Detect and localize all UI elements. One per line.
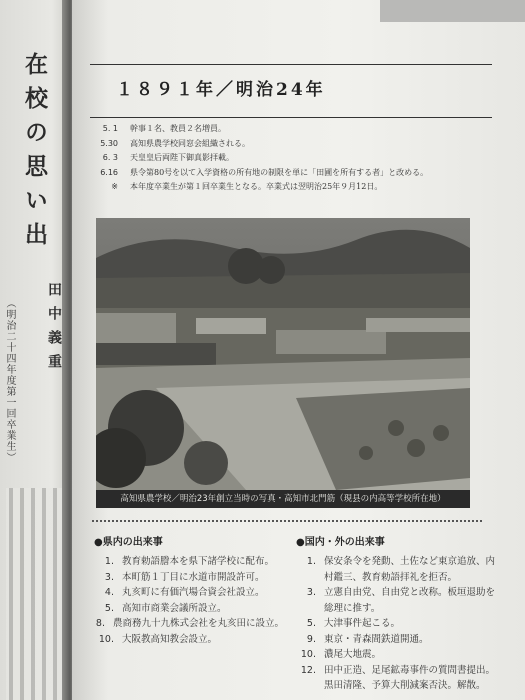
event-text: 本年度卒業生が第１回卒業生となる。卒業式は翌明治25年９月12日。 — [130, 182, 383, 192]
event-row — [96, 122, 496, 137]
event-row — [96, 137, 496, 152]
essay-author: 田中義重 — [46, 282, 62, 378]
event-row — [96, 180, 496, 195]
prefecture-heading: ●県内の出来事 — [94, 537, 163, 548]
prefecture-events — [94, 533, 284, 647]
event-row — [96, 151, 496, 166]
event-date: 6. 3 — [102, 153, 118, 163]
photo-caption: 高知県農学校／明治23年創立当時の写真・高知市北門筋（現县の内高等学校所在地） — [96, 490, 470, 508]
domestic-heading: ●国内・外の出来事 — [296, 537, 385, 548]
essay-title: 在校の思い出 — [21, 52, 48, 256]
essay-subtitle: （明治二十四年度第一回卒業生） — [4, 298, 15, 463]
event-text: 幹事１名、教員２名増員。 — [130, 124, 226, 133]
essay-body-text — [6, 488, 68, 700]
list-item: 12. 田中正造、足尾鉱毒事件の質問書提出。 — [300, 664, 496, 676]
list-item: 5. 大津事件起こる。 — [306, 618, 401, 629]
section-divider — [92, 520, 482, 522]
domestic-events — [296, 533, 496, 694]
list-item-continued: 村鑑三、教育勅語拝礼を拒否。 — [324, 571, 458, 583]
list-item: 3. 本町筋１丁目に水道市開設許可。 — [104, 571, 265, 583]
event-text: 高知県農学校同窓会組織される。 — [130, 138, 250, 148]
year-title: １８９１年／明治24年 — [116, 80, 326, 100]
event-date: 5.30 — [100, 138, 118, 148]
year-header — [90, 64, 492, 118]
event-date: ※ — [111, 182, 118, 192]
photo-illustration — [96, 218, 470, 490]
list-item: 1. 教育勅語謄本を県下諸学校に配布。 — [104, 556, 275, 567]
event-text: 県令第80号を以て入学資格の所有地の制限を単に「田圃を所有する者」と改める。 — [130, 167, 429, 177]
list-item: 3. 立憲自由党、自由党と改称。板垣退助を — [306, 587, 496, 598]
event-date: 6.16 — [100, 167, 118, 177]
school-photo — [96, 218, 470, 490]
list-item: 5. 高知市商業会議所設立。 — [104, 602, 227, 614]
event-date: 5. 1 — [102, 124, 118, 133]
event-row — [96, 166, 496, 181]
list-item: 8. 農商務九十九株式会社を丸亥田に設立。 — [95, 618, 284, 629]
background-top — [380, 0, 525, 22]
list-item: 4. 丸亥町に有価汽場合資会社設立。 — [104, 587, 265, 598]
list-item-continued: 総理に推す。 — [324, 602, 381, 614]
list-item: 1. 保安条令を発動、土佐など東京追放、内 — [306, 556, 496, 567]
list-item: 10. 濃尾大地震。 — [300, 649, 382, 660]
list-item: 10. 大阪教高知教会設立。 — [98, 633, 218, 645]
list-item: 9. 東京・青森間鉄道開通。 — [306, 633, 429, 645]
event-list — [96, 122, 496, 195]
event-text: 天皇皇后両陛下御真影拝載。 — [130, 153, 234, 163]
list-item-continued: 黒田清隆、予算大削減案否決。解散。 — [324, 680, 486, 691]
